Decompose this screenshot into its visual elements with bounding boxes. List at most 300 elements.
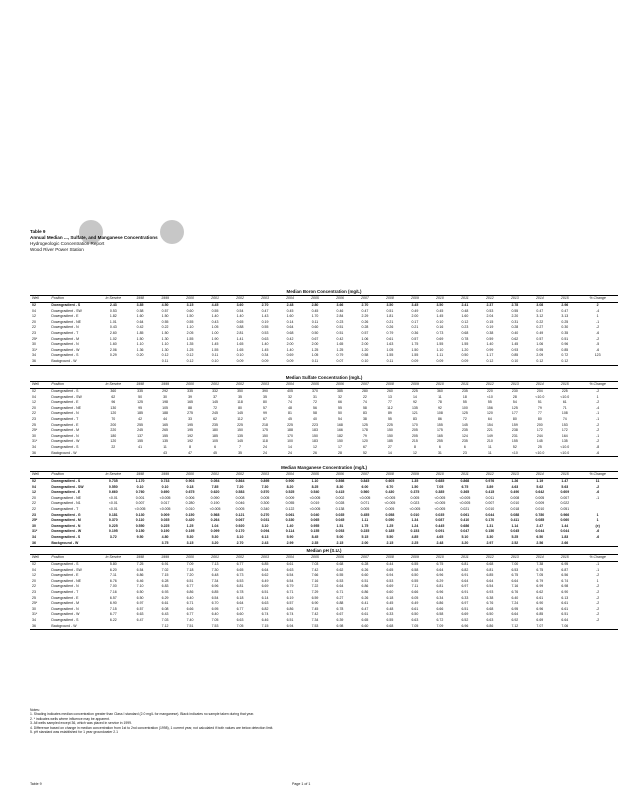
table-cell: 6.47 — [361, 606, 369, 611]
column-header: Position — [51, 472, 99, 479]
well-position: Downgradient - S — [51, 562, 79, 566]
table-cell: 5.90 — [286, 534, 294, 539]
table-cell: 0.10 — [161, 484, 169, 489]
table-cell: 0.60 — [311, 325, 319, 330]
column-header: 2008 — [377, 472, 402, 479]
table-cell: 0.22 — [161, 325, 169, 330]
table-cell: 0.185 — [385, 529, 395, 534]
well-id: 23 — [32, 330, 36, 335]
well-position: Downgradient - E — [51, 400, 79, 405]
table-cell: <0.005 — [384, 501, 396, 506]
table-cell: 1.75 — [411, 342, 419, 347]
table-cell: 335 — [187, 389, 193, 393]
table-cell: 0.150 — [185, 512, 195, 517]
table-cell: 6.94 — [386, 573, 394, 578]
table-cell: 6.40 — [211, 612, 219, 617]
table-cell: 156 — [486, 405, 493, 410]
table-cell: 1.36 — [136, 347, 144, 352]
table-cell: 6.69 — [261, 584, 269, 589]
table-cell: 0.035 — [335, 512, 345, 517]
table-cell: 0.79 — [386, 330, 394, 335]
table-cell: 0.21 — [386, 319, 394, 324]
table-cell: 6.76 — [486, 601, 494, 606]
table-cell: -2 — [596, 389, 600, 393]
table-cell: 245 — [137, 428, 143, 433]
table-cell: 6.75 — [536, 567, 544, 572]
table-cell: 6.13 — [261, 534, 269, 539]
table-cell: 0.845 — [360, 479, 370, 483]
table-cell: 1.70 — [311, 314, 319, 319]
table-cell: 24 — [278, 451, 303, 457]
table-cell: 2.70 — [228, 541, 253, 547]
table-cell: 292 — [162, 389, 168, 393]
table-cell: 6.74 — [286, 612, 294, 617]
table-cell: 0.47 — [561, 308, 569, 313]
well-id: 20 — [32, 319, 36, 324]
table-cell: 7.09 — [427, 624, 452, 630]
table-cell: 2 — [596, 303, 599, 307]
table-cell: 0.047 — [460, 529, 470, 534]
table-cell: 1.26 — [511, 479, 519, 483]
table-cell: -2 — [596, 400, 600, 405]
table-cell: 2.00 — [352, 541, 377, 547]
table-cell: -1 — [596, 495, 600, 500]
table-cell: 0.53 — [261, 330, 269, 335]
table-cell: 332 — [212, 389, 218, 393]
table-cell: 0.42 — [286, 336, 294, 341]
column-header: Position — [51, 296, 99, 303]
table-cell: 6.71 — [286, 589, 294, 594]
table-cell: 0.010 — [535, 506, 545, 511]
table-cell: 0.110 — [135, 518, 145, 523]
table-cell: 7.34 — [311, 617, 319, 622]
table-cell: 0.55 — [261, 325, 269, 330]
table-cell: 0.021 — [460, 506, 470, 511]
table-cell: 230 — [511, 389, 518, 393]
table-cell: 2.81 — [236, 330, 244, 335]
table-cell: 7.42 — [311, 567, 319, 572]
table-cell: -2 — [596, 325, 600, 330]
table-cell: 6.55 — [411, 562, 419, 566]
table-cell: 0.121 — [235, 512, 245, 517]
table-cell: -1 — [596, 416, 600, 421]
table-cell: 0.45 — [286, 308, 294, 313]
table-cell: 2.97 — [477, 541, 502, 547]
column-header: 1998 — [128, 382, 153, 389]
header-row — [30, 472, 618, 479]
column-header: 2000 — [178, 382, 203, 389]
column-header: 2003 — [253, 555, 278, 562]
table-cell: 0.68 — [286, 330, 294, 335]
table-cell: 7.53 — [302, 624, 327, 630]
table-cell: 6.82 — [261, 606, 269, 611]
table-cell: 1.60 — [109, 342, 117, 347]
table-cell: -6 — [596, 347, 600, 352]
table-cell: 175 — [262, 428, 268, 433]
well-position: Downgradient - SW — [51, 308, 82, 313]
column-header: 1999 — [153, 472, 178, 479]
table-cell: 7.03 — [161, 617, 169, 622]
table-cell: 3.15 — [186, 303, 194, 307]
table-cell: 1.17 — [486, 353, 494, 358]
table-cell: 77 — [387, 400, 392, 405]
table-cell: 7.66 — [311, 573, 319, 578]
table-cell: <0.005 — [309, 495, 321, 500]
table-cell: -6 — [596, 529, 600, 534]
table-cell: 155 — [511, 439, 518, 444]
table-cell: 7.20 — [236, 484, 244, 489]
table-cell: 1.82 — [109, 314, 117, 319]
table-cell: 200 — [110, 422, 117, 427]
column-header: 2005 — [302, 382, 327, 389]
column-header: 2008 — [377, 382, 402, 389]
table-cell: 0.010 — [485, 506, 495, 511]
table-cell: 83 — [362, 411, 367, 416]
table-cell: <0.01 — [108, 506, 118, 511]
table-cell: 0.43 — [211, 319, 219, 324]
table-cell: 0.017 — [160, 501, 170, 506]
table-cell: 0.69 — [286, 353, 294, 358]
table-cell: -2 — [596, 573, 600, 578]
table-cell: 7.05 — [536, 573, 544, 578]
table-cell: 1.50 — [161, 314, 169, 319]
table-cell: 2.35 — [302, 541, 327, 547]
table-cell: 6.55 — [386, 617, 394, 622]
table-cell: 0.225 — [160, 523, 170, 528]
table-cell: 6.64 — [336, 584, 344, 589]
table-cell: 37 — [213, 394, 217, 399]
table-cell: 6.68 — [486, 606, 494, 611]
table-cell: 0.09 — [402, 359, 427, 365]
table-cell: 192 — [187, 433, 193, 438]
table-cell: 0.34 — [261, 353, 269, 358]
column-header: 2009 — [402, 555, 427, 562]
table-cell: 0.375 — [410, 490, 420, 495]
column-header: 2014 — [527, 382, 552, 389]
table-cell: 1.65 — [336, 342, 344, 347]
table-cell: 185 — [212, 433, 218, 438]
table-cell: 0.78 — [461, 336, 469, 341]
table-cell: 6.86 — [186, 589, 194, 594]
table-cell: 6.69 — [536, 617, 544, 622]
table-cell: 6.81 — [436, 584, 444, 589]
table-cell: 120 — [486, 411, 493, 416]
table-cell: 6.64 — [511, 612, 519, 617]
table-cell: 27 — [387, 444, 392, 449]
table-cell: 6.91 — [461, 589, 469, 594]
table-cell: 7.05 — [211, 617, 219, 622]
column-header: 2000 — [178, 296, 203, 303]
well-id: 36 — [30, 359, 51, 365]
table-cell — [128, 359, 153, 365]
table-cell: 6.63 — [236, 617, 244, 622]
table-cell: 1.40 — [286, 523, 294, 528]
table-cell: <10.0 — [527, 451, 552, 457]
table-cell: 3.85 — [136, 303, 144, 307]
table-cell: 1.25 — [386, 523, 394, 528]
table-cell: 2.15 — [327, 541, 352, 547]
table-cell: 0.26 — [386, 325, 394, 330]
table-cell: 185 — [387, 439, 393, 444]
table-cell: 0.150 — [135, 529, 145, 534]
table-cell: 7.00 — [511, 562, 519, 566]
table-cell: 0.010 — [510, 501, 520, 506]
table-cell: 6.48 — [386, 606, 394, 611]
table-cell: 188 — [287, 428, 293, 433]
well-position: Downgradient - NE — [51, 578, 81, 583]
table-cell: 66 — [338, 400, 342, 405]
table-cell: 0.040 — [310, 512, 320, 517]
table-cell: 6.63 — [411, 617, 419, 622]
well-id: 23 — [32, 512, 36, 517]
table-cell: 150 — [312, 433, 318, 438]
table-cell: 0.23 — [336, 319, 344, 324]
column-header: 2006 — [327, 382, 352, 389]
table-cell: 170 — [411, 422, 418, 427]
table-cell: 6.90 — [536, 601, 544, 606]
table-cell: 3.66 — [336, 303, 344, 307]
table-cell: 155 — [137, 439, 143, 444]
table-cell: 11 — [595, 479, 600, 483]
table-cell: 7.42 — [311, 612, 319, 617]
table-cell: 6.78 — [336, 606, 344, 611]
table-cell: 260 — [387, 389, 393, 393]
column-header: 2001 — [203, 555, 228, 562]
table-cell: 182 — [337, 433, 343, 438]
table-cell: 6.61 — [561, 606, 569, 611]
well-position: Downgradient - N — [51, 342, 79, 347]
table-cell: 0.88 — [236, 325, 244, 330]
table-cell: 5.15 — [361, 534, 369, 539]
table-cell: 192 — [187, 439, 193, 444]
data-section — [30, 548, 618, 630]
table-cell: 3.72 — [109, 534, 117, 539]
header-row — [30, 555, 618, 562]
well-position: Downgradient - G — [51, 512, 81, 517]
header-row — [30, 382, 618, 389]
well-id: 22 — [32, 325, 36, 330]
table-cell: 1.55 — [461, 342, 469, 347]
table-cell: -1 — [596, 567, 600, 572]
table-cell: 2.25 — [402, 541, 427, 547]
table-cell: 0.009 — [160, 512, 170, 517]
table-cell: 6.27 — [336, 595, 344, 600]
table-cell: 7.16 — [511, 584, 519, 589]
table-cell: 6.14 — [261, 595, 269, 600]
table-cell: 6.74 — [261, 612, 269, 617]
table-cell: 0.005 — [260, 495, 270, 500]
table-cell: 6.79 — [286, 584, 294, 589]
table-cell: 0.525 — [285, 490, 295, 495]
table-cell: 6.86 — [361, 584, 369, 589]
table-cell: 3.45 — [411, 303, 419, 307]
table-cell: 7.18 — [186, 567, 194, 572]
table-cell: 0.99 — [486, 347, 494, 352]
table-cell: 0.09 — [427, 359, 452, 365]
table-cell: 405 — [287, 389, 293, 393]
table-cell: 0.53 — [109, 308, 117, 313]
table-cell: 6.29 — [161, 595, 169, 600]
table-cell: 385 — [337, 389, 343, 393]
well-position: Downgradient - T — [51, 589, 79, 594]
table-cell: 42 — [138, 416, 143, 421]
table-cell: 6.62 — [536, 589, 544, 594]
column-header: 2007 — [352, 382, 377, 389]
table-cell: 8.45 — [311, 534, 319, 539]
table-cell: 121 — [411, 411, 418, 416]
table-cell: 6.65 — [386, 567, 394, 572]
table-cell: 1.40 — [261, 342, 269, 347]
table-cell: 218 — [262, 422, 268, 427]
column-header: 2006 — [327, 472, 352, 479]
table-cell — [99, 359, 128, 365]
column-header: 2014 — [527, 555, 552, 562]
notes-heading: Notes: — [30, 708, 40, 712]
column-header: In Service — [99, 555, 128, 562]
column-header: % Change — [577, 472, 618, 479]
column-header: 2001 — [203, 296, 228, 303]
table-cell: 6.51 — [361, 578, 369, 583]
well-position: Downgradient - T — [51, 330, 79, 335]
table-cell: 1.60 — [286, 314, 294, 319]
data-section — [30, 375, 618, 457]
table-cell: 255 — [436, 439, 443, 444]
table-cell: 1.44 — [561, 523, 569, 528]
table-title: Annual Median ..., Sulfate, and Manganese Concentrations — [30, 235, 158, 240]
table-cell: 2.00 — [286, 342, 294, 347]
well-id: 02 — [32, 303, 36, 307]
table-cell: 0.14 — [286, 319, 294, 324]
well-id: 02 — [32, 562, 36, 566]
table-cell: 74 — [362, 400, 367, 405]
table-cell — [99, 541, 128, 547]
table-cell: 0.094 — [260, 529, 270, 534]
table-cell: 1.50 — [161, 330, 169, 335]
table-cell: 6.91 — [461, 573, 469, 578]
table-cell: 6.65 — [361, 617, 369, 622]
table-cell: 154 — [486, 422, 493, 427]
table-cell: 3.20 — [203, 541, 228, 547]
table-cell: 0.130 — [135, 512, 145, 517]
table-cell: 6.53 — [511, 567, 519, 572]
table-cell: 35 — [238, 394, 242, 399]
table-cell: 6.66 — [186, 606, 194, 611]
table-cell: -4 — [596, 308, 600, 313]
table-cell: 5.25 — [511, 534, 519, 539]
column-header: 2007 — [352, 555, 377, 562]
table-cell: 7.15 — [161, 573, 169, 578]
table-cell: 0.365 — [460, 490, 470, 495]
column-header: 2009 — [402, 472, 427, 479]
column-header: % Change — [577, 555, 618, 562]
footer-left: Table 9 — [30, 782, 42, 786]
table-cell: 135 — [411, 405, 418, 410]
column-header: 2008 — [377, 555, 402, 562]
redaction-mark — [160, 220, 184, 244]
table-cell: 1.85 — [136, 330, 144, 335]
table-cell: 0.570 — [260, 490, 270, 495]
table-cell: -6 — [596, 330, 600, 335]
table-cell: 0.044 — [535, 529, 545, 534]
table-cell: 6.70 — [211, 601, 219, 606]
table-cell: 225 — [237, 422, 243, 427]
table-cell: 96 — [111, 400, 116, 405]
table-cell: 6.22 — [109, 617, 117, 622]
table-cell: 164 — [561, 433, 568, 438]
well-id: 04 — [32, 394, 36, 399]
table-cell: 6.69 — [386, 584, 394, 589]
table-cell — [128, 541, 153, 547]
table-cell: 0.085 — [535, 518, 545, 523]
table-cell: 6.71 — [186, 601, 194, 606]
table-cell: -6 — [596, 490, 600, 495]
table-cell: 1.60 — [136, 314, 144, 319]
table-cell: 360 — [110, 389, 117, 393]
table-cell: 58 — [362, 405, 367, 410]
column-header: 2008 — [377, 296, 402, 303]
table-cell: 7.20 — [186, 573, 194, 578]
table-cell: -2 — [596, 612, 600, 617]
table-cell: 2.66 — [552, 541, 577, 547]
table-cell: <10.0 — [552, 451, 577, 457]
table-cell: 2.43 — [253, 541, 278, 547]
table-cell: 235 — [461, 439, 468, 444]
table-cell: 0.445 — [435, 523, 445, 528]
table-cell: 118 — [237, 400, 243, 405]
table-cell: 153 — [561, 422, 568, 427]
table-cell: 24 — [263, 444, 267, 449]
table-cell: 6.13 — [561, 595, 569, 600]
table-cell: 4.50 — [161, 303, 169, 307]
table-cell: 1.25 — [186, 347, 194, 352]
table-cell: 210 — [486, 439, 493, 444]
table-cell: 48 — [288, 405, 292, 410]
table-cell: 2.06 — [109, 347, 117, 352]
table-cell: 5.10 — [461, 534, 469, 539]
table-cell: 0.067 — [235, 518, 245, 523]
table-cell: 1.55 — [211, 347, 219, 352]
well-position: Downgradient - W — [51, 347, 80, 352]
table-cell: 165 — [436, 433, 443, 438]
table-cell: 0.609 — [560, 490, 570, 495]
table-cell: 6.66 — [411, 589, 419, 594]
table-cell: 7.12 — [502, 624, 527, 630]
well-id: 04 — [32, 484, 36, 489]
table-cell: 0.010 — [185, 506, 195, 511]
table-cell: <0.01 — [108, 495, 118, 500]
table-cell: 1.50 — [411, 347, 419, 352]
table-cell: 1.05 — [211, 325, 219, 330]
table-cell: -2 — [596, 484, 600, 489]
table-cell: <0.005 — [134, 506, 146, 511]
table-cell: 0.85 — [511, 353, 519, 358]
table-cell: 135 — [237, 433, 243, 438]
table-cell: 6.64 — [486, 578, 494, 583]
table-cell: <0.005 — [159, 495, 171, 500]
well-id: 30 — [32, 433, 36, 438]
table-cell: -2 — [596, 584, 600, 589]
table-cell: 4.45 — [211, 303, 219, 307]
table-cell: 6.52 — [461, 617, 469, 622]
table-cell: 1.25 — [186, 523, 194, 528]
table-cell: 0.79 — [336, 353, 344, 358]
table-cell: 245 — [212, 411, 218, 416]
table-cell: 6.97 — [461, 601, 469, 606]
table-cell: 3.10 — [236, 534, 244, 539]
table-cell: 1.40 — [486, 342, 494, 347]
table-cell: 0.087 — [435, 518, 445, 523]
table-cell: 0.061 — [460, 512, 470, 517]
